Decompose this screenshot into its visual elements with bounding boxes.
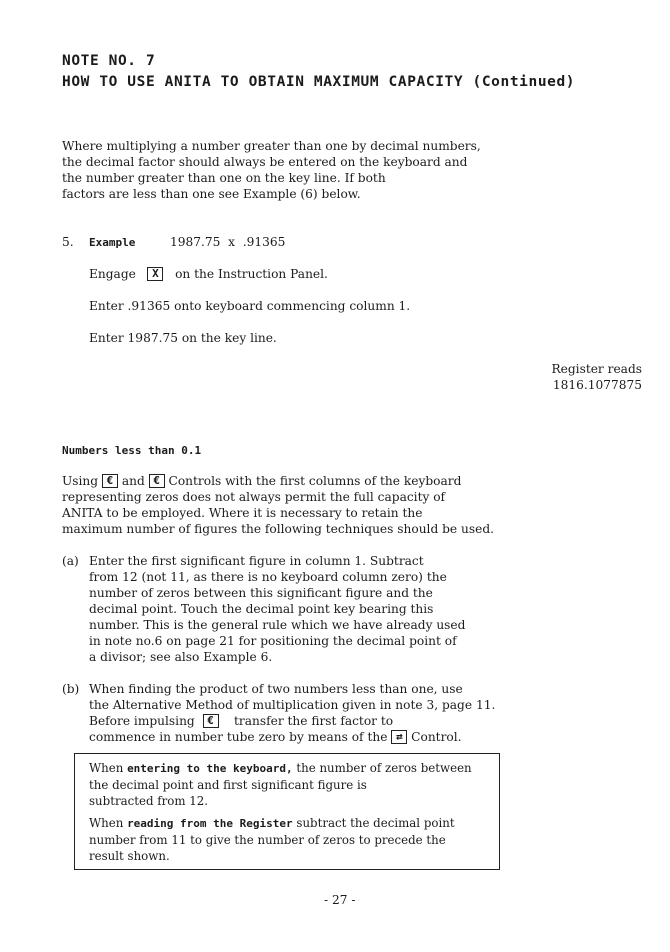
example-number: 5.: [62, 235, 74, 249]
intro-paragraph: [62, 138, 481, 202]
box-line: the decimal point and first significant figure is: [89, 778, 367, 792]
box-line: [89, 760, 472, 777]
item-b-line: the Alternative Method of multiplication given in note 3, page 11.: [89, 698, 496, 712]
example-label: Example: [89, 236, 136, 249]
box-bold-entering: entering to the keyboard,: [127, 762, 293, 775]
using-line: maximum number of figures the following techniques should be used.: [62, 522, 495, 536]
box-bold-reading: reading from the Register: [127, 817, 293, 830]
engage-suffix: on the Instruction Panel.: [175, 267, 328, 281]
box-when: When: [89, 816, 124, 830]
note-title: HOW TO USE ANITA TO OBTAIN MAXIMUM CAPACITY (Continued): [62, 74, 576, 90]
box-line: number from 11 to give the number of zeros to precede the: [89, 833, 446, 847]
item-a-line: number of zeros between this significant figure and the: [89, 586, 433, 600]
item-a-line: Enter the first significant figure in column 1. Subtract: [89, 554, 424, 568]
using-line: representing zeros does not always permit the full capacity of: [62, 490, 446, 504]
step-keyboard: Enter .91365 onto keyboard commencing column 1.: [89, 299, 411, 313]
register-readout: [551, 361, 642, 393]
item-b-line: When finding the product of two numbers less than one, use: [89, 682, 463, 696]
using-word: Using: [62, 474, 99, 488]
step-keyline: Enter 1987.75 on the key line.: [89, 331, 277, 345]
item-b-marker: (b): [62, 682, 80, 696]
box-line-rest: subtract the decimal point: [296, 816, 455, 830]
box-line: result shown.: [89, 849, 170, 863]
engage-prefix: Engage: [89, 267, 136, 281]
item-a-line: from 12 (not 11, as there is no keyboard column zero) the: [89, 570, 447, 584]
intro-line: the number greater than one on the key line. If both: [62, 171, 386, 185]
engage-step: [89, 266, 328, 282]
transfer-text: transfer the first factor to: [234, 714, 394, 728]
item-a-text: [89, 553, 465, 665]
using-line-rest: Controls with the first columns of the keyboard: [168, 474, 462, 488]
intro-line: factors are less than one see Example (6) below.: [62, 187, 361, 201]
commence-text: commence in number tube zero by means of the: [89, 730, 388, 744]
using-line-1: [62, 473, 494, 489]
using-paragraph: [62, 473, 494, 537]
summary-box-text: [89, 760, 472, 864]
box-line: subtracted from 12.: [89, 794, 209, 808]
transfer-key-icon: ⇄: [391, 730, 407, 744]
box-line: [89, 815, 472, 832]
item-a-marker: (a): [62, 554, 79, 568]
box-line-rest: the number of zeros between: [296, 761, 472, 775]
item-a-line: in note no.6 on page 21 for positioning the decimal point of: [89, 634, 457, 648]
before-impulsing: Before impulsing: [89, 714, 195, 728]
page-number: - 27 -: [324, 893, 356, 907]
box-when: When: [89, 761, 124, 775]
register-label: Register reads: [551, 362, 642, 376]
intro-line: the decimal factor should always be entered on the keyboard and: [62, 155, 468, 169]
control-key-icon: €: [149, 474, 165, 488]
item-b-line: [89, 729, 495, 745]
item-a-line: number. This is the general rule which we have already used: [89, 618, 466, 632]
item-b-line: [89, 713, 495, 729]
multiply-key-icon: X: [147, 267, 163, 281]
using-line: ANITA to be employed. Where it is necessary to retain the: [62, 506, 423, 520]
example-expression: 1987.75 x .91365: [170, 235, 286, 249]
control-word: Control.: [411, 730, 462, 744]
item-a-line: a divisor; see also Example 6.: [89, 650, 273, 664]
note-number: NOTE NO. 7: [62, 53, 156, 69]
control-key-icon: €: [102, 474, 118, 488]
register-value: 1816.1077875: [552, 378, 642, 392]
section-heading: Numbers less than 0.1: [62, 444, 202, 457]
item-b-text: [89, 681, 495, 745]
and-word: and: [121, 474, 145, 488]
intro-line: Where multiplying a number greater than one by decimal numbers,: [62, 139, 481, 153]
control-key-icon: €: [203, 714, 219, 728]
item-a-line: decimal point. Touch the decimal point key bearing this: [89, 602, 434, 616]
